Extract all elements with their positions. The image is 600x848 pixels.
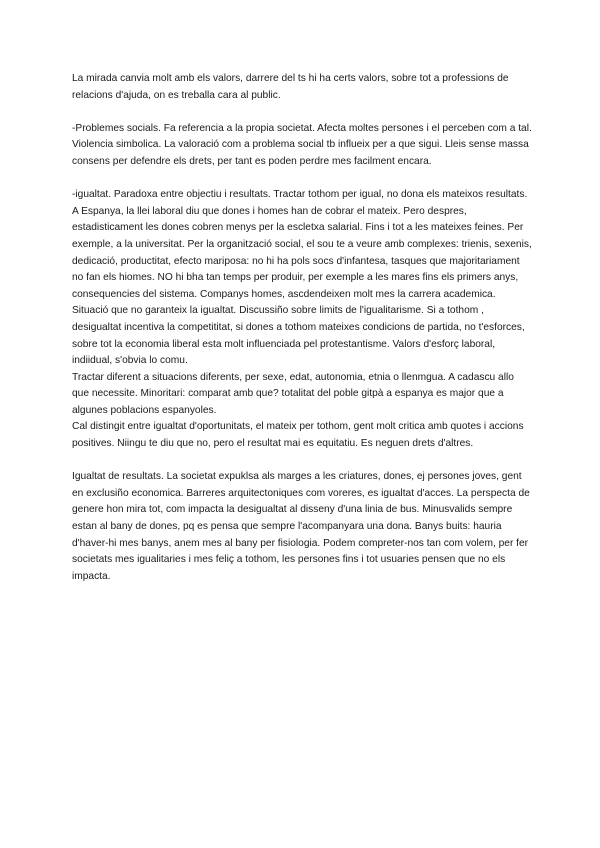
paragraph-tractar-diferent: Tractar diferent a situacions diferents, per sexe, edat, autonomia, etnia o llenmgua. A cadascu allo que necessite. Minoritari: comparat amb que? totalitat del poble gitpà a espanya es major que a algunes poblacions espanyoles. — [72, 371, 514, 416]
paragraph-intro: La mirada canvia molt amb els valors, darrere del ts hi ha certs valors, sobre tot a professions de relacions d'ajuda, on es treballa cara al public. — [72, 73, 509, 101]
paragraph-problemes-socials: -Problemes socials. Fa referencia a la propia societat. Afecta moltes persones i el perceben com a tal. Violencia simbolica. La valoració com a problema social tb influeix per a que sigui. Lleis sense massa consens per defendre els drets, per tant es poden perdre mes facilment encara. — [72, 122, 532, 167]
paragraph-igualtat-resultats: Igualtat de resultats. La societat expuklsa als marges a les criatures, dones, ej persones joves, gent en exclusiño economica. Barreres arquitectoniques com voreres, es igualtat d'acces. La perspecta de genere hon mira tot, com impacta la desigualtat al disseny d'una linia de bus. Minusvalids sempre estan al bany de dones, pq es pensa que sempre l'acompanyara una dona. Banys buits: hauria d'haver-hi mes banys, anem mes al bany per fisiologia. Podem compreter-nos tan com volem, per fer societats mes igualitaries i mes feliç a tothom, les persones fins i tot usuaries pensen que no els impacta. — [72, 471, 530, 582]
paragraph-spacer — [72, 104, 532, 121]
paragraph-igualtat: -igualtat. Paradoxa entre objectiu i resultats. Tractar tothom per igual, no dona els mateixos resultats. A Espanya, la llei laboral diu que dones i homes han de cobrar el mateix. Pero despres, estadisticament les dones cobren menys per la escletxa salarial. Fins i tot a les mateixes feines. Per exemple, a la universitat. Per la organització social, el sou te a veure amb complexes: trienis, sexenis, dedicació, productitat, efecto mariposa: no hi ha pols socs d'infantesa, tasques que majoritariament no fan els hiomes. NO hi bha tan temps per produir, per exemple a les mares fins els primers anys, consequencies del sistema. Companys homes, ascdendeixen molt mes la carrera academica. Situació que no garanteix la igualtat. Discussiño sobre limits de l'igualitarisme. Si a tothom , desigualtat incentiva la competititat, si dones a tothom mateixes condicions de partida, no t'esforces, sobre tot la economia liberal esta molt influenciada pel protestantisme. Valors d'esforç laboral, indiidual, s'obvia lo comu. — [72, 189, 532, 367]
document-body — [72, 71, 532, 585]
paragraph-igualtat-oportunitats: Cal distingit entre igualtat d'oportunitats, el mateix per tothom, gent molt critica amb quotes i accions positives. Niingu te diu que no, pero el resultat mai es equitatiu. Es neguen drets d'altres. — [72, 421, 524, 450]
paragraph-spacer — [72, 453, 532, 470]
paragraph-spacer — [72, 171, 532, 188]
